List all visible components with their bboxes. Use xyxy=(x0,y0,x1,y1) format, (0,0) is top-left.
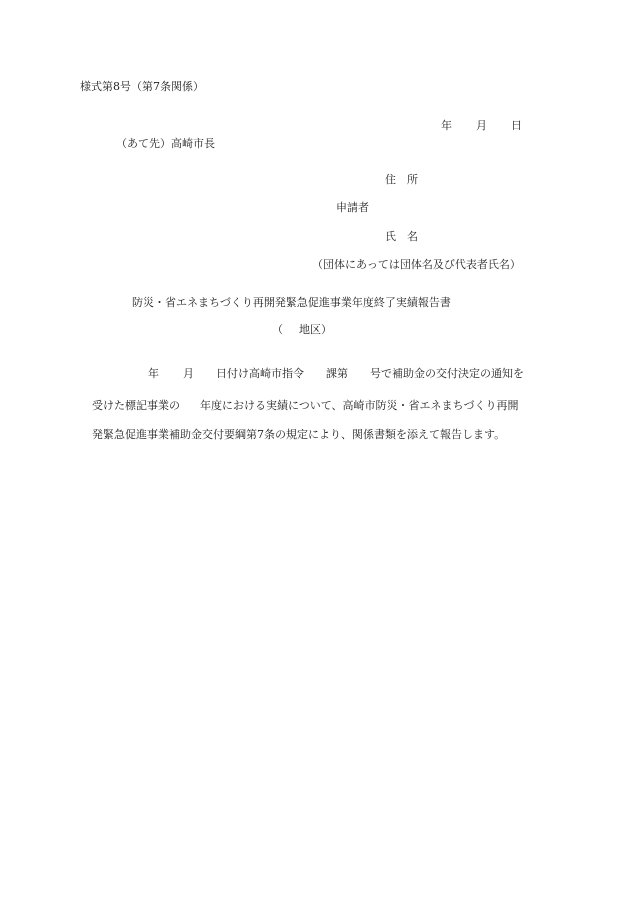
form-number: 様式第8号（第7条関係） xyxy=(80,80,204,93)
applicant-label: 申請者 xyxy=(336,201,369,214)
addressee: （あて先）高崎市長 xyxy=(116,137,215,150)
date-month-label: 月 xyxy=(476,119,487,132)
name-label: 氏 名 xyxy=(385,230,418,243)
body-text-2: 号で補助金の交付決定の通知を xyxy=(370,367,524,380)
organization-note: （団体にあっては団体名及び代表者氏名） xyxy=(312,258,521,271)
date-day-label: 日 xyxy=(511,119,522,132)
district-open-paren: （ xyxy=(272,323,283,336)
body-line-1 xyxy=(148,367,524,381)
address-label: 住 所 xyxy=(385,173,418,186)
date-line xyxy=(441,119,522,133)
body-text-1: 日付け高崎市指令 xyxy=(216,367,304,380)
body-line-3: 発緊急促進事業補助金交付要綱第7条の規定により、関係書類を添えて報告します。 xyxy=(92,428,506,441)
district-line xyxy=(272,323,332,337)
body-month-label: 月 xyxy=(183,367,194,380)
body-text-4: 年度における実績について、高崎市防災・省エネまちづくり再開 xyxy=(200,399,519,412)
body-year-label: 年 xyxy=(148,367,159,380)
document-title: 防災・省エネまちづくり再開発緊急促進事業年度終了実績報告書 xyxy=(132,296,451,309)
body-text-3: 受けた標記事業の xyxy=(92,399,180,412)
body-section-label: 課第 xyxy=(326,367,348,380)
date-year-label: 年 xyxy=(441,119,452,132)
body-line-2 xyxy=(92,399,518,413)
district-label: 地区） xyxy=(299,323,332,336)
